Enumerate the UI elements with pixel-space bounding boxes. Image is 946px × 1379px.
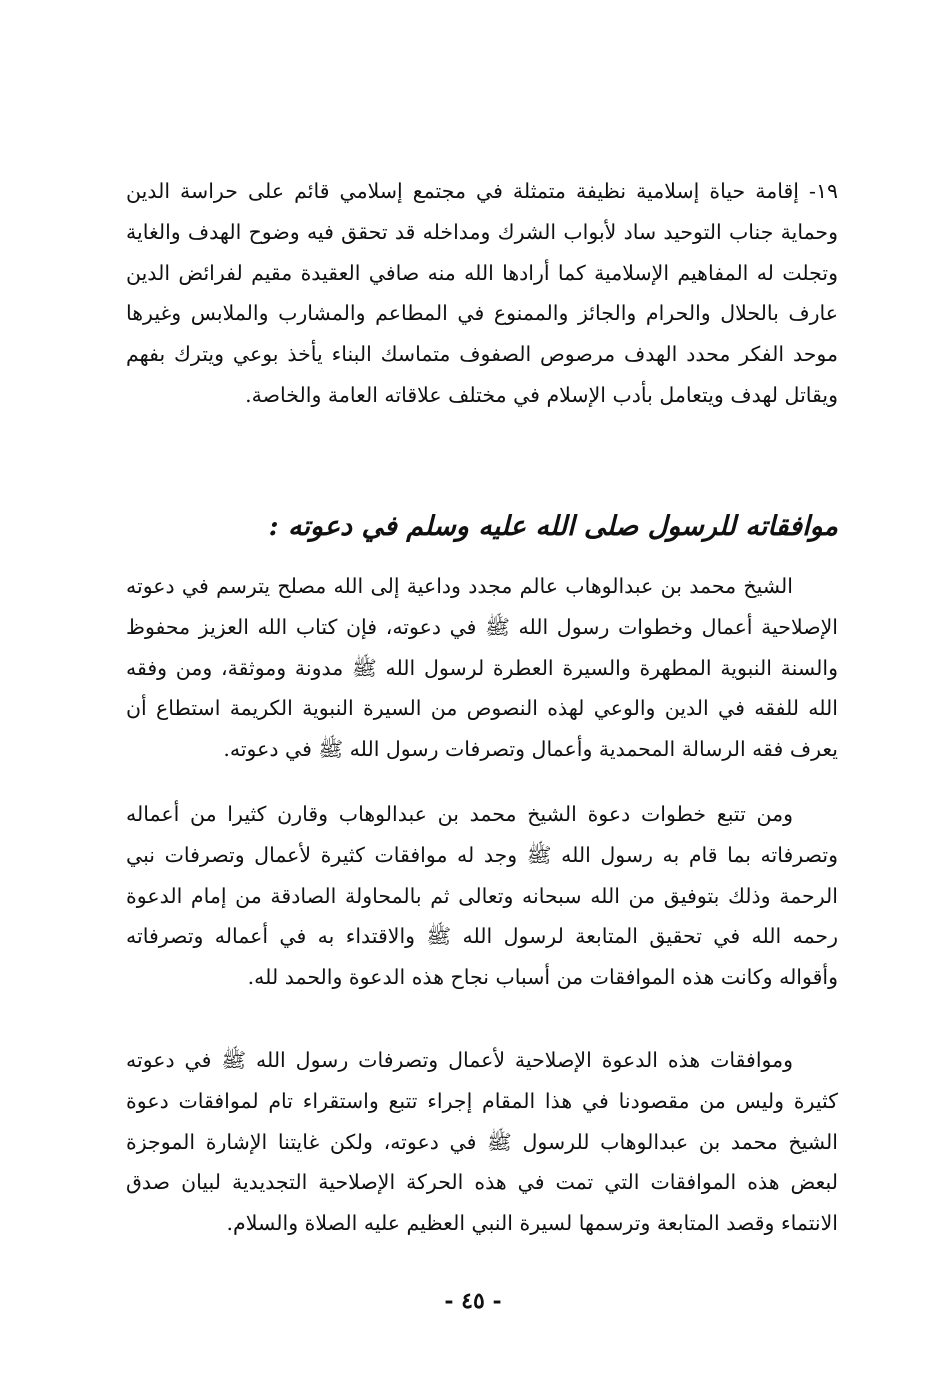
body-paragraph-3: وموافقات هذه الدعوة الإصلاحية لأعمال وتصرفات رسول الله ﷺ في دعوته كثيرة وليس من مقصودنا في هذا المقام إجراء تتبع واستقراء تام لموافقات دعوة الشيخ محمد بن عبدالوهاب للرسول ﷺ في دعوته، ولكن غايتنا الإشارة الموجزة لبعض هذه الموافقات التي تمت في هذه الحركة الإصلاحية التجديدية لبيان صدق الانتماء وقصد المتابعة وترسمها لسيرة النبي العظيم عليه الصلاة والسلام. — [126, 1048, 838, 1236]
numbered-paragraph-19: ١٩- إقامة حياة إسلامية نظيفة متمثلة في مجتمع إسلامي قائم على حراسة الدين وحماية جناب التوحيد ساد لأبواب الشرك ومداخله قد تحقق فيه وضوح الهدف والغاية وتجلت له المفاهيم الإسلامية كما أرادها الله منه صافي العقيدة مقيم لفرائض الدين عارف بالحلال والحرام والجائز والممنوع في المطاعم والمشارب والملابس وغيرها موحد الفكر محدد الهدف مرصوص الصفوف متماسك البناء يأخذ بوعي ويترك بفهم ويقاتل لهدف ويتعامل بأدب الإسلام في مختلف علاقاته العامة والخاصة. — [126, 179, 838, 407]
section-heading: موافقاته للرسول صلى الله عليه وسلم في دعوته : — [268, 511, 838, 542]
page-number: - ٤٥ - — [444, 1288, 502, 1314]
body-paragraph-2: ومن تتبع خطوات دعوة الشيخ محمد بن عبدالوهاب وقارن كثيرا من أعماله وتصرفاته بما قام به رسول الله ﷺ وجد له موافقات كثيرة لأعمال وتصرفات نبي الرحمة وذلك بتوفيق من الله سبحانه وتعالى ثم بالمحاولة الصادقة من إمام الدعوة رحمه الله في تحقيق المتابعة لرسول الله ﷺ والاقتداء به في أعماله وتصرفاته وأقواله وكانت هذه الموافقات من أسباب نجاح هذه الدعوة والحمد لله. — [126, 802, 838, 990]
body-paragraph-1: الشيخ محمد بن عبدالوهاب عالم مجدد وداعية إلى الله مصلح يترسم في دعوته الإصلاحية أعمال وخطوات رسول الله ﷺ في دعوته، فإن كتاب الله العزيز محفوظ والسنة النبوية المطهرة والسيرة العطرة لرسول الله ﷺ مدونة وموثقة، ومن وفقه الله للفقه في الدين والوعي لهذه النصوص من السيرة النبوية الكريمة استطاع أن يعرف فقه الرسالة المحمدية وأعمال وتصرفات رسول الله ﷺ في دعوته. — [126, 574, 838, 762]
